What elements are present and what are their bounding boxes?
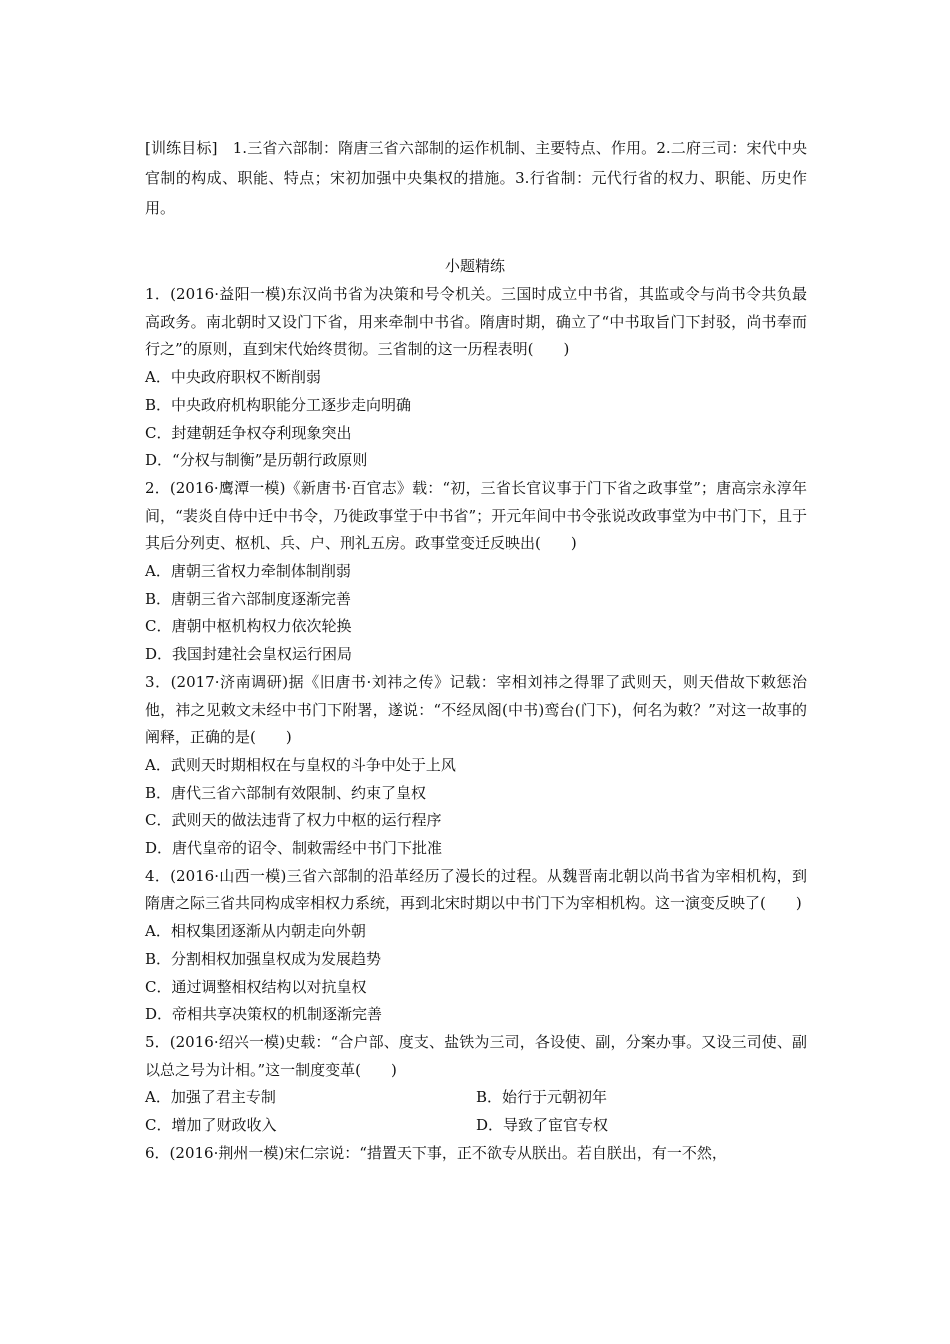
question-6 xyxy=(145,1140,807,1168)
question-1 xyxy=(145,281,807,475)
question-4 xyxy=(145,863,807,1029)
option-a: A．加强了君主专制 xyxy=(145,1088,276,1107)
option-a: A．唐朝三省权力牵制体制削弱 xyxy=(145,562,351,581)
question-list xyxy=(145,281,807,1168)
option-a: A．相权集团逐渐从内朝走向外朝 xyxy=(145,922,366,941)
option-b: B．分割相权加强皇权成为发展趋势 xyxy=(145,949,382,968)
training-objectives: [训练目标] 1.三省六部制：隋唐三省六部制的运作机制、主要特点、作用。2.二府三司：宋代中央官制的构成、职能、特点；宋初加强中央集权的措施。3.行省制：元代行省的权力、职能、历史作用。 xyxy=(145,139,807,217)
question-5 xyxy=(145,1029,807,1140)
option-b: B．始行于元朝初年 xyxy=(476,1088,608,1107)
question-3 xyxy=(145,669,807,863)
option-c: C．增加了财政收入 xyxy=(145,1116,277,1135)
question-stem: 2．(2016·鹰潭一模)《新唐书·百官志》载：“初，三省长官议事于门下省之政事堂”；唐高宗永淳年间，“裴炎自侍中迁中书令，乃徙政事堂于中书省”；开元年间中书令张说改政事堂为中书门下，且于其后分列吏、枢机、兵、户、刑礼五房。政事堂变迁反映出( ) xyxy=(145,478,807,553)
option-d: D．帝相共享决策权的机制逐渐完善 xyxy=(145,1005,383,1024)
option-row xyxy=(145,1112,807,1140)
option-d: D．“分权与制衡”是历朝行政原则 xyxy=(145,451,368,470)
question-stem: 1．(2016·益阳一模)东汉尚书省为决策和号令机关。三国时成立中书省，其监或令与尚书令共负最高政务。南北朝时又设门下省，用来牵制中书省。隋唐时期，确立了“中书取旨门下封驳，尚书奉而行之”的原则，直到宋代始终贯彻。三省制的这一历程表明( ) xyxy=(145,285,807,359)
option-c: C．通过调整相权结构以对抗皇权 xyxy=(145,977,367,996)
question-stem: 3．(2017·济南调研)据《旧唐书·刘祎之传》记载：宰相刘祎之得罪了武则天，则天借故下敕惩治他，祎之见敕文未经中书门下附署，遂说：“不经凤阁(中书)鸾台(门下)，何名为敕？”对这一故事的阐释，正确的是( ) xyxy=(145,672,807,747)
question-stem: 4．(2016·山西一模)三省六部制的沿革经历了漫长的过程。从魏晋南北朝以尚书省为宰相机构，到隋唐之际三省共同构成宰相权力系统，再到北宋时期以中书门下为宰相机构。这一演变反映了( ) xyxy=(145,866,807,913)
option-d: D．唐代皇帝的诏令、制敕需经中书门下批准 xyxy=(145,839,443,858)
option-b: B．唐代三省六部制有效限制、约束了皇权 xyxy=(145,783,427,802)
option-a: A．武则天时期相权在与皇权的斗争中处于上风 xyxy=(145,755,456,774)
option-c: C．封建朝廷争权夺利现象突出 xyxy=(145,423,352,442)
option-b: B．中央政府机构职能分工逐步走向明确 xyxy=(145,395,412,414)
option-a: A．中央政府职权不断削弱 xyxy=(145,368,321,387)
option-d: D．我国封建社会皇权运行困局 xyxy=(145,645,353,664)
option-b: B．唐朝三省六部制度逐渐完善 xyxy=(145,589,352,608)
question-stem: 5．(2016·绍兴一模)史载：“合户部、度支、盐铁为三司，各设使、副，分案办事。又设三司使、副以总之号为计相。”这一制度变革( ) xyxy=(145,1032,807,1079)
section-title: 小题精练 xyxy=(444,257,505,275)
option-c: C．武则天的做法违背了权力中枢的运行程序 xyxy=(145,811,442,830)
question-stem: 6．(2016·荆州一模)宋仁宗说：“措置天下事，正不欲专从朕出。若自朕出，有一不然， xyxy=(145,1143,727,1162)
option-c: C．唐朝中枢机构权力依次轮换 xyxy=(145,617,352,636)
option-d: D．导致了宦官专权 xyxy=(476,1116,609,1135)
option-row xyxy=(145,1084,807,1112)
question-2 xyxy=(145,475,807,669)
